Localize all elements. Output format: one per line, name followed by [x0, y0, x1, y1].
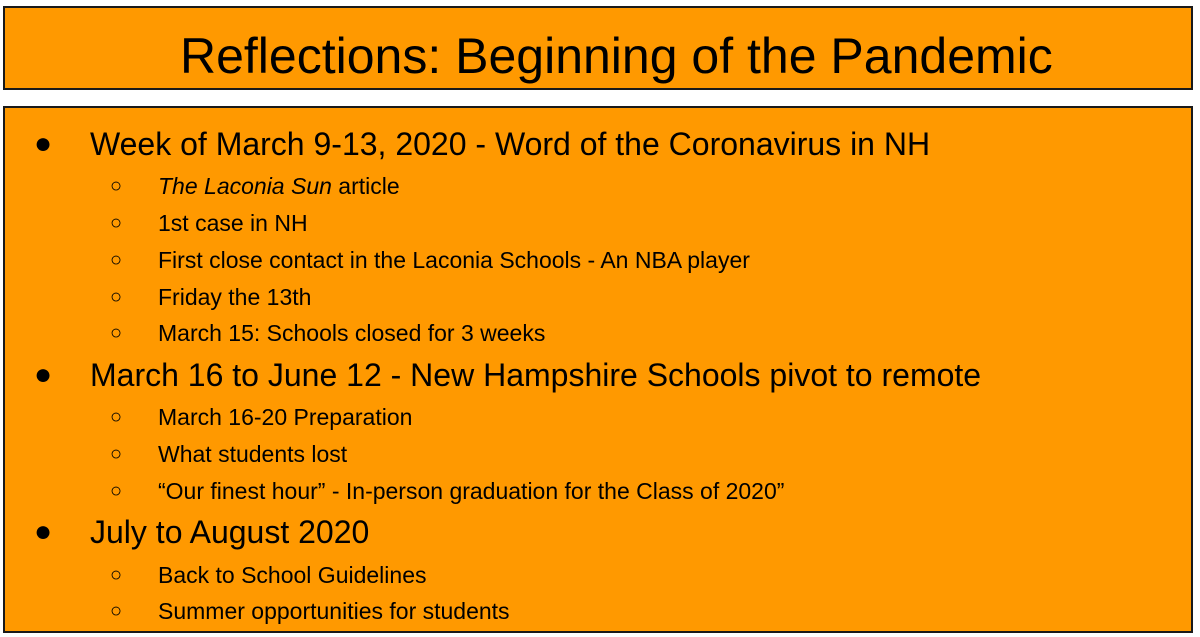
list-item — [110, 403, 413, 431]
list-item — [110, 209, 308, 237]
hollow-bullet-icon: ○ — [110, 480, 123, 502]
list-item — [110, 172, 400, 200]
section-heading — [34, 357, 982, 393]
hollow-bullet-icon: ○ — [110, 600, 123, 622]
hollow-bullet-icon: ○ — [110, 175, 123, 197]
section-heading-text: Week of March 9-13, 2020 - Word of the Coronavirus in NH — [90, 126, 931, 162]
filled-bullet-icon: ● — [34, 358, 53, 391]
list-item-text: Summer opportunities for students — [158, 598, 510, 624]
hollow-bullet-icon: ○ — [110, 564, 123, 586]
list-item-text: article — [331, 173, 400, 199]
list-item — [110, 597, 510, 625]
filled-bullet-icon: ● — [34, 127, 53, 160]
title-box — [3, 6, 1193, 90]
list-item-text: March 16-20 Preparation — [158, 404, 413, 430]
section-heading-text: July to August 2020 — [90, 514, 370, 550]
slide-title: Reflections: Beginning of the Pandemic — [180, 28, 1053, 84]
publication-name: The Laconia Sun — [158, 173, 332, 199]
list-item-text: 1st case in NH — [158, 210, 308, 236]
section-heading — [34, 514, 370, 550]
list-item — [110, 283, 312, 311]
section-heading-text: March 16 to June 12 - New Hampshire Schools pivot to remote — [90, 357, 982, 393]
list-item-text: March 15: Schools closed for 3 weeks — [158, 320, 546, 346]
list-item — [110, 477, 785, 505]
list-item — [110, 440, 348, 468]
hollow-bullet-icon: ○ — [110, 322, 123, 344]
list-item-text: Back to School Guidelines — [158, 562, 427, 588]
filled-bullet-icon: ● — [34, 515, 53, 548]
hollow-bullet-icon: ○ — [110, 286, 123, 308]
hollow-bullet-icon: ○ — [110, 406, 123, 428]
section-heading — [34, 126, 931, 162]
hollow-bullet-icon: ○ — [110, 443, 123, 465]
list-item-text: “Our finest hour” - In-person graduation for the Class of 2020” — [158, 478, 785, 504]
list-item — [110, 319, 546, 347]
list-item — [110, 561, 427, 589]
hollow-bullet-icon: ○ — [110, 212, 123, 234]
list-item-text: What students lost — [158, 441, 348, 467]
content-box — [3, 106, 1193, 633]
list-item — [110, 246, 750, 274]
hollow-bullet-icon: ○ — [110, 249, 123, 271]
list-item-text: Friday the 13th — [158, 284, 312, 310]
list-item-text: First close contact in the Laconia Schools - An NBA player — [158, 247, 750, 273]
